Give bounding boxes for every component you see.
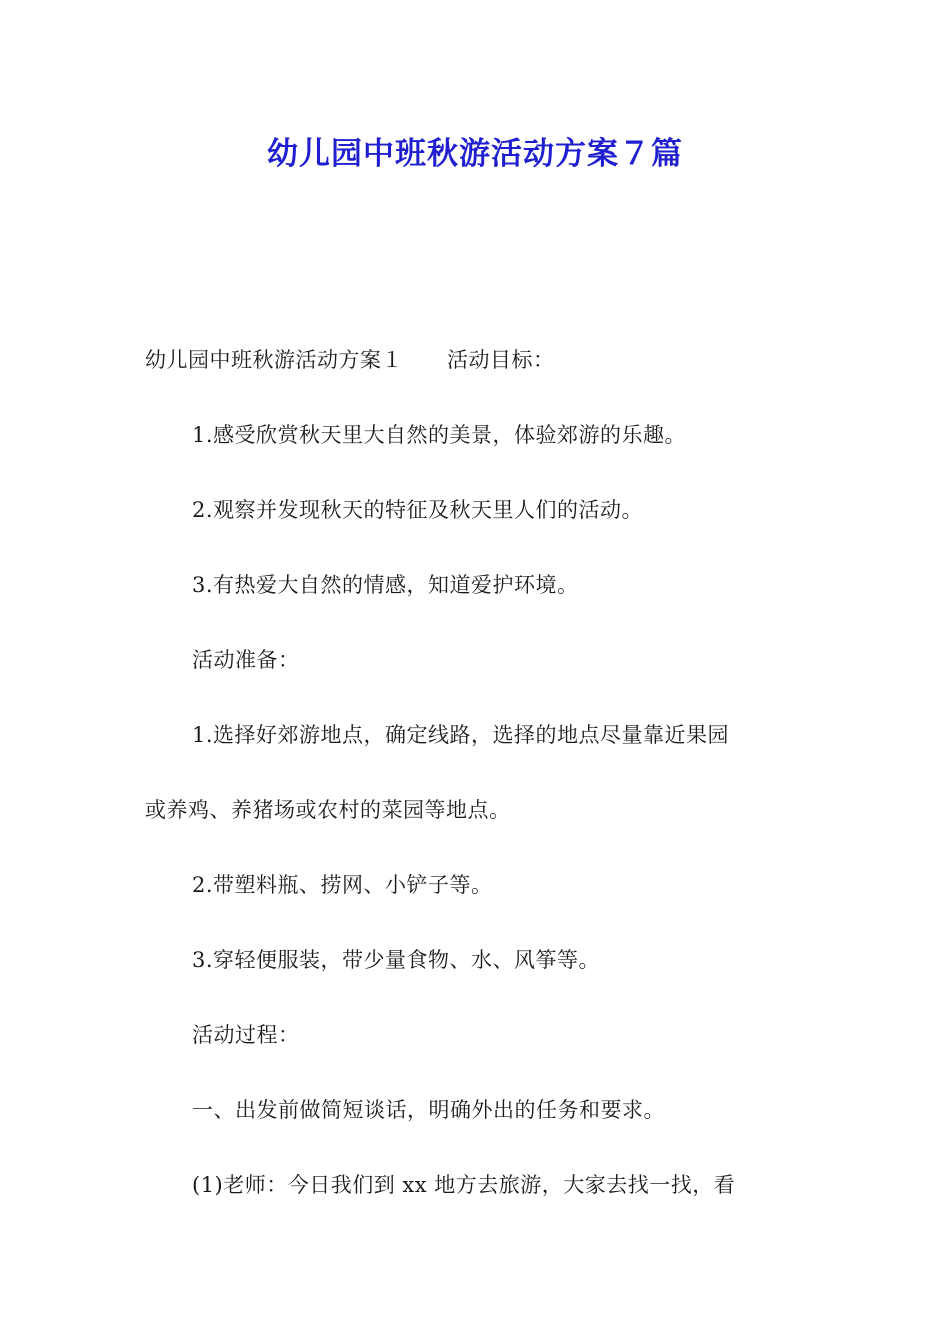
paragraph-line: 1.感受欣赏秋天里大自然的美景，体验郊游的乐趣。	[192, 423, 687, 447]
paragraph-line: 2.带塑料瓶、捞网、小铲子等。	[192, 873, 493, 897]
goals-label: 活动目标：	[447, 348, 555, 372]
section-label: 活动过程：	[192, 1023, 300, 1047]
plan-heading: 幼儿园中班秋游活动方案１	[145, 348, 403, 372]
section-label: 活动准备：	[192, 648, 300, 672]
paragraph-line: 1.选择好郊游地点，确定线路，选择的地点尽量靠近果园	[192, 723, 730, 747]
paragraph-line: 3.有热爱大自然的情感，知道爱护环境。	[192, 573, 579, 597]
paragraph-line: 3.穿轻便服装，带少量食物、水、风筝等。	[192, 948, 601, 972]
paragraph-line: 或养鸡、养猪场或农村的菜园等地点。	[145, 798, 511, 822]
document-title: 幼儿园中班秋游活动方案７篇	[267, 136, 683, 172]
paragraph-line: 一、出发前做简短谈话，明确外出的任务和要求。	[192, 1098, 665, 1122]
paragraph-line: (1)老师：今日我们到 xx 地方去旅游，大家去找一找，看	[192, 1173, 736, 1197]
section-heading	[145, 342, 555, 378]
paragraph-line: 2.观察并发现秋天的特征及秋天里人们的活动。	[192, 498, 644, 522]
